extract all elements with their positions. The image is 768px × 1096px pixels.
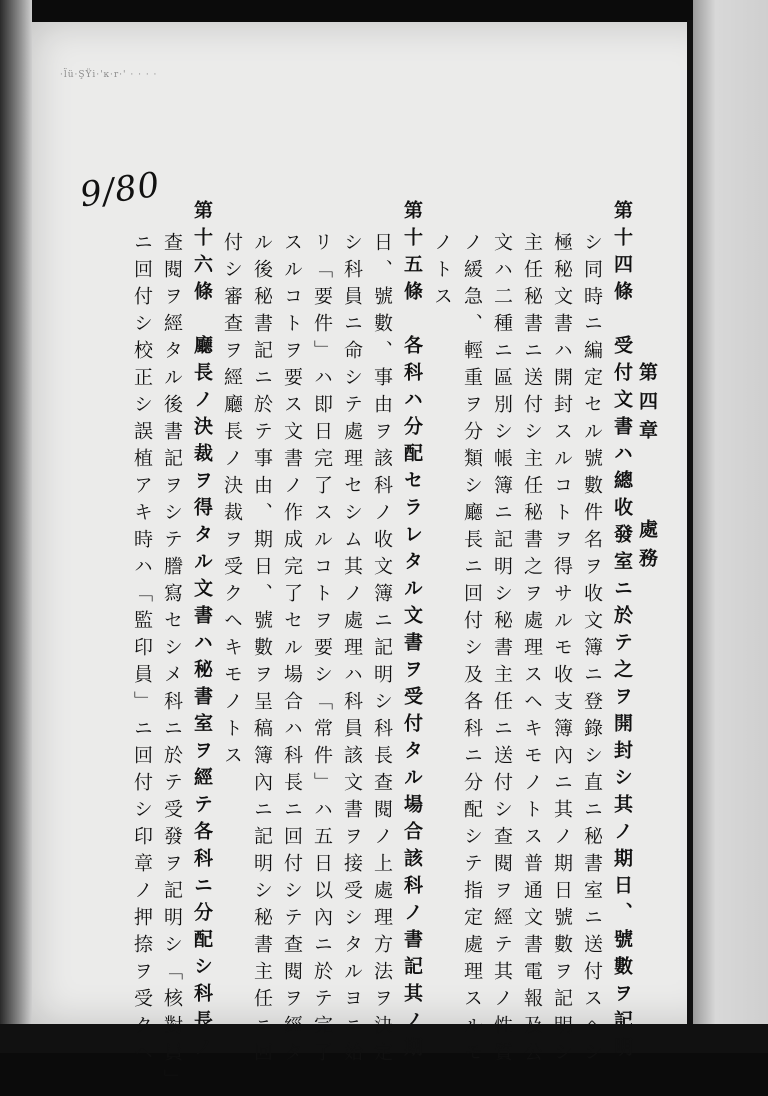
text-column-9: 日、號數、事由ヲ該科ノ收文簿ニ記明シ科長查閱ノ上處理方法ヲ決定 — [371, 232, 393, 1069]
text-column-15: 第十六條 廳長ノ決裁ヲ得タル文書ハ秘書室ヲ經テ各科ニ分配シ科長ノ — [191, 200, 213, 1064]
text-column-7: ノトス — [431, 232, 453, 313]
text-column-10: シ科員ニ命シテ處理セシム其ノ處理ハ科員該文書ヲ接受シタルヨニ始 — [341, 232, 363, 1069]
chapter-name: 處務 — [636, 519, 658, 577]
text-column-1: 第十四條 受付文書ハ總收發室ニ於テ之ヲ開封シ其ノ期日、號數ヲ記明 — [611, 200, 633, 1064]
handwritten-folio: 9/80 — [77, 164, 163, 216]
text-column-17: ニ回付シ校正シ誤植アキ時ハ「監印員」ニ回付シ印章ノ押捺ヲ受クヘ — [131, 232, 153, 1069]
text-column-6: ノ緩急、輕重ヲ分類シ廳長ニ回付シ及各科ニ分配シテ指定處理スルモ — [461, 232, 483, 1069]
text-column-8: 第十五條 各科ハ分配セラレタル文書ヲ受付タル場合該科ノ書記其ノ期 — [401, 200, 423, 1064]
chapter-number: 第四章 — [636, 362, 658, 449]
text-column-13: ル後秘書記ニ於テ事由、期日、號數ヲ呈稿簿內ニ記明シ秘書主任ニ回 — [251, 232, 273, 1069]
text-column-14: 付シ審查ヲ經廳長ノ決裁ヲ受クヘキモノトス — [221, 232, 243, 772]
text-column-12: スルコトヲ要ス文書ノ作成完了セル場合ハ科長ニ回付シテ查閱ヲ經タ — [281, 232, 303, 1069]
facing-page-edge — [693, 0, 768, 1053]
header-bleed-text: ·l̈ü·ŞŸi·'ĸ·r·' · · · · — [60, 70, 158, 80]
chapter-heading — [634, 362, 661, 577]
text-column-5: 文ハ二種ニ區別シ帳簿ニ記明シ秘書主任ニ送付シ查閱ヲ經テ其ノ性質 — [491, 232, 513, 1069]
text-column-2: シ同時ニ編定セル號數件名ヲ收文簿ニ登錄シ直ニ秘書室ニ送付スヘシ — [581, 232, 603, 1069]
text-column-11: リ「要件」ハ即日完了スルコトヲ要シ「常件」ハ五日以內ニ於テ完了 — [311, 232, 333, 1069]
text-column-3: 極秘文書ハ開封スルコトヲ得サルモ收支簿內ニ其ノ期日號數ヲ記明シ — [551, 232, 573, 1069]
left-page-gutter — [0, 0, 32, 1053]
text-column-4: 主任秘書ニ送付シ主任秘書之ヲ處理スヘキモノトス普通文書電報及公 — [521, 232, 543, 1069]
text-column-16: 查閱ヲ經タル後書記ヲシテ謄寫セシメ科ニ於テ受發ヲ記明シ「核對員」 — [161, 232, 183, 1096]
